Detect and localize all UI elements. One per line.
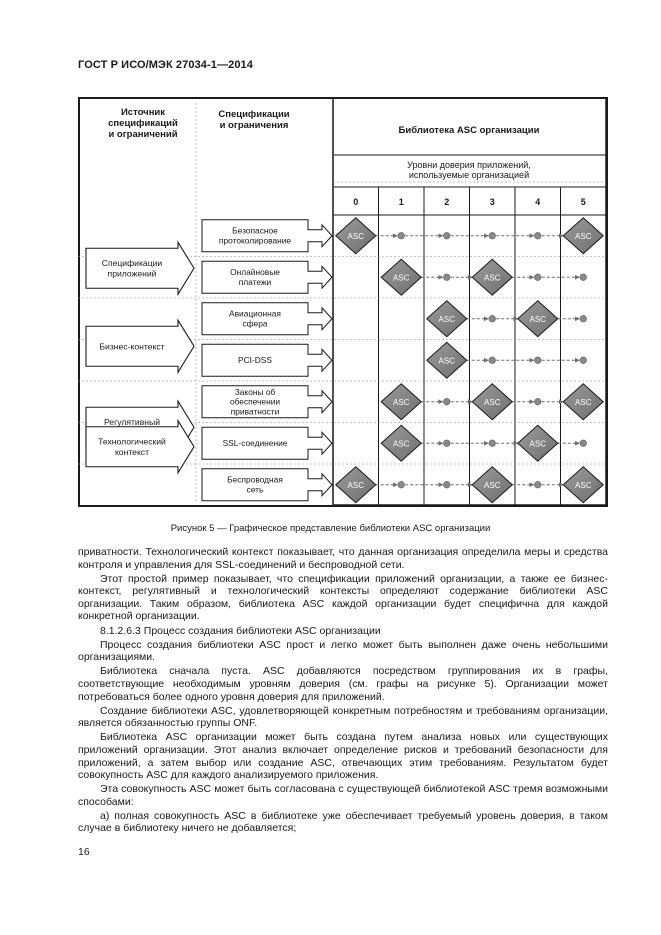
paragraph: Этот простой пример показывает, что спецификации приложений организации, а также ее бизнес-контекст, регулятивный и технологический контексты определяют содержание библиотеки ASC организации. Таким образом, библиотека ASC каждой организации будет специфична для каждой конкретной организации. — [78, 572, 608, 623]
asc-label: ASC — [575, 480, 592, 490]
asc-diamond — [563, 467, 603, 503]
level-dot — [489, 357, 496, 364]
level-dot — [580, 315, 587, 322]
level-dot — [534, 481, 541, 488]
level-dot — [398, 481, 405, 488]
trust-level-label: 2 — [444, 197, 450, 207]
asc-label: ASC — [529, 439, 546, 449]
trust-level-label: 1 — [398, 197, 404, 207]
asc-diamond — [427, 342, 467, 378]
level-dot — [443, 398, 450, 405]
spec-box — [202, 344, 332, 376]
asc-diamond — [427, 301, 467, 337]
asc-diamond — [381, 259, 421, 295]
source-label: Регулятивный — [103, 417, 161, 428]
source-label: Спецификации — [101, 258, 163, 269]
source-header-line: и ограничений — [108, 129, 178, 140]
asc-label: ASC — [393, 439, 410, 449]
asc-label: ASC — [347, 231, 364, 241]
level-dot — [580, 274, 587, 281]
source-box — [86, 421, 194, 473]
library-title: Библиотека ASC организации — [398, 125, 540, 136]
source-header-line: спецификаций — [108, 118, 178, 129]
spec-box — [202, 386, 332, 418]
spec-label: обеспечении — [229, 396, 281, 407]
asc-diamond — [563, 384, 603, 420]
specs-header-line: и ограничения — [219, 120, 289, 131]
source-label: контекст — [114, 446, 150, 457]
spec-box — [202, 220, 332, 252]
spec-label: платежи — [238, 277, 272, 288]
spec-label: Авиационная — [229, 308, 281, 319]
level-dot — [489, 232, 496, 239]
level-dot — [534, 398, 541, 405]
level-dot — [398, 232, 405, 239]
spec-label: PCI-DSS — [238, 355, 272, 366]
asc-label: ASC — [438, 356, 455, 366]
level-dot — [580, 440, 587, 447]
asc-label: ASC — [575, 397, 592, 407]
source-label: Бизнес-контекст — [99, 341, 165, 352]
asc-label: ASC — [393, 273, 410, 283]
trust-level-label: 0 — [353, 197, 359, 207]
asc-label: ASC — [484, 480, 501, 490]
spec-label: протоколирование — [218, 235, 292, 246]
asc-diamond — [518, 301, 558, 337]
asc-label: ASC — [484, 397, 501, 407]
asc-diamond — [472, 467, 512, 503]
level-dot — [443, 481, 450, 488]
specs-header-line: Спецификации — [218, 109, 290, 120]
level-dot — [443, 232, 450, 239]
asc-diamond — [381, 384, 421, 420]
spec-box — [202, 303, 332, 335]
level-dot — [534, 232, 541, 239]
source-label: приложений — [107, 268, 157, 279]
asc-label: ASC — [347, 480, 364, 490]
spec-label: Законы об — [234, 386, 276, 397]
trust-level-label: 4 — [535, 197, 541, 207]
asc-library-figure — [78, 97, 608, 507]
source-box — [86, 320, 194, 372]
standard-header: ГОСТ Р ИСО/МЭК 27034-1—2014 — [78, 59, 253, 71]
body-text — [78, 546, 608, 837]
asc-diamond — [563, 218, 603, 254]
figure-caption: Рисунок 5 — Графическое представление библиотеки ASC организации — [170, 523, 491, 534]
source-box — [86, 242, 194, 294]
spec-box — [202, 427, 332, 459]
level-dot — [489, 440, 496, 447]
asc-label: ASC — [393, 397, 410, 407]
asc-label: ASC — [529, 314, 546, 324]
paragraph: Библиотека сначала пуста. ASC добавляются посредством группирования их в графы, соответствующие необходимым уровням доверия (см. графы на рисунке 5). Организации может потребоваться более одного уровня доверия для приложений. — [78, 665, 608, 703]
paragraph: приватности. Технологический контекст показывает, что данная организация определила меры и средства контроля и управления для SSL-соединений и беспроводной сети. — [78, 546, 608, 571]
level-dot — [443, 440, 450, 447]
paragraph: Библиотека ASC организации может быть создана путем анализа новых или существующих приложений организации. Этот анализ включает определение рисков и требований безопасности для приложений, а затем выбор или создание ASC, отвечающих этим требованиям. Результатом будет совокупность ASC для каждого анализируемого приложения. — [78, 731, 608, 782]
spec-label: сфера — [242, 318, 268, 329]
spec-label: сеть — [246, 484, 264, 495]
spec-label: приватности — [230, 406, 280, 417]
asc-diamond — [336, 467, 376, 503]
level-dot — [534, 274, 541, 281]
spec-label: Онлайновые — [230, 267, 280, 278]
list-item: a) полная совокупность ASC в библиотеке уже обеспечивает требуемый уровень доверия, в таком случае в библиотеку ничего не добавляется; — [78, 809, 608, 835]
spec-box — [202, 469, 332, 501]
asc-label: ASC — [575, 231, 592, 241]
paragraph: Процесс создания библиотеки ASC прост и легко может быть выполнен даже очень небольшими организациями. — [78, 638, 608, 664]
trust-levels-title-line: Уровни доверия приложений, — [407, 160, 531, 170]
spec-label: SSL-соединение — [222, 438, 288, 449]
spec-box — [202, 261, 332, 293]
spec-label: Безопасное — [232, 225, 278, 236]
trust-level-label: 3 — [489, 197, 495, 207]
level-dot — [580, 357, 587, 364]
trust-levels-title-line: используемые организацией — [408, 170, 530, 180]
asc-diamond — [518, 425, 558, 461]
section-heading: 8.1.2.6.3 Процесс создания библиотеки ASC организации — [100, 624, 381, 637]
spec-label: Беспроводная — [227, 474, 283, 485]
asc-label: ASC — [484, 273, 501, 283]
paragraph: Эта совокупность ASC может быть согласована с существующей библиотекой ASC тремя возможными способами: — [78, 783, 608, 808]
source-label: Технологический — [98, 436, 166, 447]
level-dot — [534, 357, 541, 364]
source-header-line: Источник — [120, 107, 166, 118]
asc-label: ASC — [438, 314, 455, 324]
asc-diamond — [381, 425, 421, 461]
level-dot — [489, 315, 496, 322]
trust-level-label: 5 — [580, 197, 586, 207]
asc-diamond — [472, 259, 512, 295]
paragraph: Создание библиотеки ASC, удовлетворяющей конкретным потребностям и требованиям организации, является обязанностью группы ONF. — [78, 704, 608, 730]
level-dot — [443, 274, 450, 281]
asc-diamond — [336, 218, 376, 254]
page-number: 16 — [78, 846, 90, 858]
asc-diamond — [472, 384, 512, 420]
